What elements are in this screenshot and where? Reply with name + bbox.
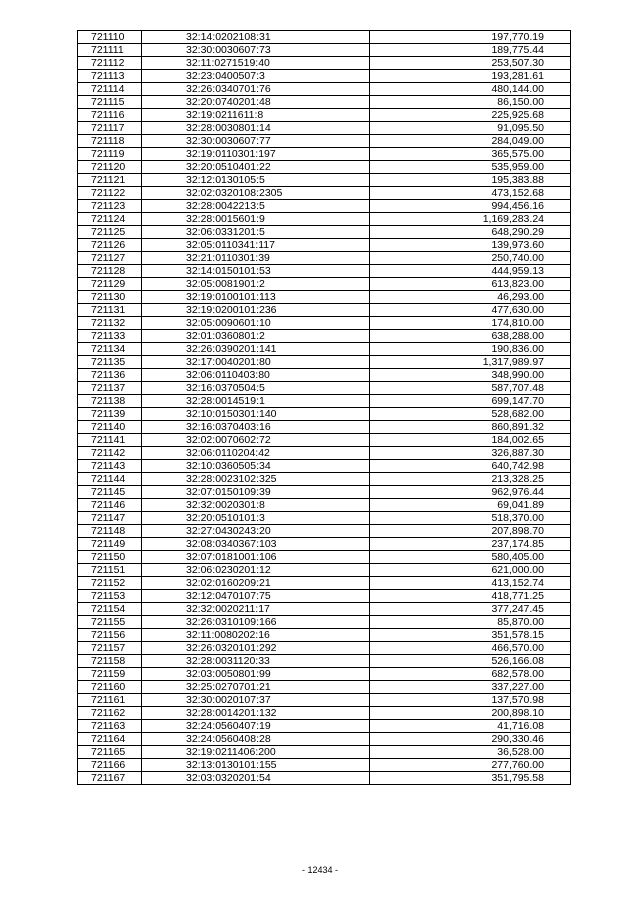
amount-cell: 237,174.85 <box>370 538 571 551</box>
table-row <box>78 616 571 629</box>
table-row <box>78 746 571 759</box>
cadastral-number-cell: 32:07:0150109:39 <box>142 486 370 499</box>
cadastral-number-cell: 32:06:0230201:12 <box>142 564 370 577</box>
cadastral-number-cell: 32:19:0100101:113 <box>142 291 370 304</box>
table-row <box>78 356 571 369</box>
table-row <box>78 122 571 135</box>
cadastral-number-cell: 32:05:0110341:117 <box>142 239 370 252</box>
cadastral-number-cell: 32:06:0110204:42 <box>142 447 370 460</box>
cadastral-number-cell: 32:17:0040201:80 <box>142 356 370 369</box>
record-id-cell: 721134 <box>78 343 142 356</box>
amount-cell: 36,528.00 <box>370 746 571 759</box>
amount-cell: 193,281.61 <box>370 70 571 83</box>
record-id-cell: 721131 <box>78 304 142 317</box>
amount-cell: 213,328.25 <box>370 473 571 486</box>
cadastral-number-cell: 32:26:0310109:166 <box>142 616 370 629</box>
table-row <box>78 668 571 681</box>
cadastral-number-cell: 32:30:0030607:73 <box>142 44 370 57</box>
record-id-cell: 721141 <box>78 434 142 447</box>
table-row <box>78 226 571 239</box>
amount-cell: 860,891.32 <box>370 421 571 434</box>
record-id-cell: 721136 <box>78 369 142 382</box>
amount-cell: 418,771.25 <box>370 590 571 603</box>
records-table <box>77 30 571 785</box>
cadastral-number-cell: 32:06:0110403:80 <box>142 369 370 382</box>
table-row <box>78 44 571 57</box>
record-id-cell: 721113 <box>78 70 142 83</box>
record-id-cell: 721152 <box>78 577 142 590</box>
table-row <box>78 447 571 460</box>
record-id-cell: 721110 <box>78 31 142 44</box>
record-id-cell: 721111 <box>78 44 142 57</box>
cadastral-number-cell: 32:24:0560408:28 <box>142 733 370 746</box>
cadastral-number-cell: 32:28:0023102:325 <box>142 473 370 486</box>
amount-cell: 351,578.15 <box>370 629 571 642</box>
cadastral-number-cell: 32:06:0331201:5 <box>142 226 370 239</box>
amount-cell: 528,682.00 <box>370 408 571 421</box>
table-row <box>78 161 571 174</box>
record-id-cell: 721144 <box>78 473 142 486</box>
amount-cell: 225,925.68 <box>370 109 571 122</box>
cadastral-number-cell: 32:01:0360801:2 <box>142 330 370 343</box>
table-row <box>78 499 571 512</box>
table-row <box>78 759 571 772</box>
record-id-cell: 721135 <box>78 356 142 369</box>
amount-cell: 137,570.98 <box>370 694 571 707</box>
amount-cell: 197,770.19 <box>370 31 571 44</box>
table-row <box>78 460 571 473</box>
record-id-cell: 721165 <box>78 746 142 759</box>
table-row <box>78 174 571 187</box>
cadastral-number-cell: 32:12:0130105:5 <box>142 174 370 187</box>
cadastral-number-cell: 32:28:0042213:5 <box>142 200 370 213</box>
record-id-cell: 721158 <box>78 655 142 668</box>
table-row <box>78 343 571 356</box>
amount-cell: 277,760.00 <box>370 759 571 772</box>
record-id-cell: 721138 <box>78 395 142 408</box>
amount-cell: 621,000.00 <box>370 564 571 577</box>
record-id-cell: 721129 <box>78 278 142 291</box>
table-row <box>78 720 571 733</box>
cadastral-number-cell: 32:32:0020301:8 <box>142 499 370 512</box>
cadastral-number-cell: 32:05:0081901:2 <box>142 278 370 291</box>
record-id-cell: 721133 <box>78 330 142 343</box>
table-row <box>78 252 571 265</box>
table-row <box>78 187 571 200</box>
table-row <box>78 733 571 746</box>
table-row <box>78 291 571 304</box>
table-row <box>78 642 571 655</box>
cadastral-number-cell: 32:30:0030607:77 <box>142 135 370 148</box>
cadastral-number-cell: 32:19:0110301:197 <box>142 148 370 161</box>
records-table-body <box>78 31 571 785</box>
record-id-cell: 721153 <box>78 590 142 603</box>
record-id-cell: 721116 <box>78 109 142 122</box>
cadastral-number-cell: 32:12:0470107:75 <box>142 590 370 603</box>
cadastral-number-cell: 32:19:0200101:236 <box>142 304 370 317</box>
record-id-cell: 721114 <box>78 83 142 96</box>
record-id-cell: 721160 <box>78 681 142 694</box>
record-id-cell: 721147 <box>78 512 142 525</box>
cadastral-number-cell: 32:07:0181001:106 <box>142 551 370 564</box>
amount-cell: 648,290.29 <box>370 226 571 239</box>
cadastral-number-cell: 32:13:0130101:155 <box>142 759 370 772</box>
table-row <box>78 304 571 317</box>
cadastral-number-cell: 32:20:0740201:48 <box>142 96 370 109</box>
cadastral-number-cell: 32:20:0510101:3 <box>142 512 370 525</box>
table-row <box>78 603 571 616</box>
table-row <box>78 525 571 538</box>
record-id-cell: 721126 <box>78 239 142 252</box>
record-id-cell: 721140 <box>78 421 142 434</box>
page-number: - 12434 - <box>301 865 339 875</box>
amount-cell: 535,959.00 <box>370 161 571 174</box>
cadastral-number-cell: 32:02:0160209:21 <box>142 577 370 590</box>
table-row <box>78 694 571 707</box>
cadastral-number-cell: 32:28:0015601:9 <box>142 213 370 226</box>
table-row <box>78 382 571 395</box>
table-row <box>78 395 571 408</box>
table-row <box>78 707 571 720</box>
record-id-cell: 721137 <box>78 382 142 395</box>
amount-cell: 682,578.00 <box>370 668 571 681</box>
record-id-cell: 721117 <box>78 122 142 135</box>
table-row <box>78 564 571 577</box>
cadastral-number-cell: 32:26:0390201:141 <box>142 343 370 356</box>
amount-cell: 699,147.70 <box>370 395 571 408</box>
cadastral-number-cell: 32:20:0510401:22 <box>142 161 370 174</box>
amount-cell: 195,383.88 <box>370 174 571 187</box>
amount-cell: 640,742.98 <box>370 460 571 473</box>
table-row <box>78 538 571 551</box>
amount-cell: 139,973.60 <box>370 239 571 252</box>
record-id-cell: 721142 <box>78 447 142 460</box>
amount-cell: 69,041.89 <box>370 499 571 512</box>
amount-cell: 580,405.00 <box>370 551 571 564</box>
cadastral-number-cell: 32:21:0110301:39 <box>142 252 370 265</box>
amount-cell: 184,002.65 <box>370 434 571 447</box>
amount-cell: 444,959.13 <box>370 265 571 278</box>
record-id-cell: 721139 <box>78 408 142 421</box>
cadastral-number-cell: 32:14:0150101:53 <box>142 265 370 278</box>
record-id-cell: 721130 <box>78 291 142 304</box>
table-row <box>78 434 571 447</box>
cadastral-number-cell: 32:19:0211406:200 <box>142 746 370 759</box>
record-id-cell: 721156 <box>78 629 142 642</box>
record-id-cell: 721112 <box>78 57 142 70</box>
amount-cell: 207,898.70 <box>370 525 571 538</box>
cadastral-number-cell: 32:03:0320201:54 <box>142 772 370 785</box>
table-row <box>78 200 571 213</box>
cadastral-number-cell: 32:28:0014519:1 <box>142 395 370 408</box>
amount-cell: 480,144.00 <box>370 83 571 96</box>
cadastral-number-cell: 32:11:0080202:16 <box>142 629 370 642</box>
record-id-cell: 721157 <box>78 642 142 655</box>
table-row <box>78 317 571 330</box>
cadastral-number-cell: 32:03:0050801:99 <box>142 668 370 681</box>
cadastral-number-cell: 32:05:0090601:10 <box>142 317 370 330</box>
amount-cell: 638,288.00 <box>370 330 571 343</box>
table-row <box>78 408 571 421</box>
amount-cell: 365,575.00 <box>370 148 571 161</box>
record-id-cell: 721122 <box>78 187 142 200</box>
cadastral-number-cell: 32:30:0020107:37 <box>142 694 370 707</box>
cadastral-number-cell: 32:32:0020211:17 <box>142 603 370 616</box>
cadastral-number-cell: 32:02:0070602:72 <box>142 434 370 447</box>
table-row <box>78 629 571 642</box>
amount-cell: 466,570.00 <box>370 642 571 655</box>
amount-cell: 613,823.00 <box>370 278 571 291</box>
amount-cell: 473,152.68 <box>370 187 571 200</box>
table-row <box>78 57 571 70</box>
table-row <box>78 278 571 291</box>
cadastral-number-cell: 32:23:0400507:3 <box>142 70 370 83</box>
cadastral-number-cell: 32:28:0030801:14 <box>142 122 370 135</box>
record-id-cell: 721119 <box>78 148 142 161</box>
record-id-cell: 721121 <box>78 174 142 187</box>
amount-cell: 348,990.00 <box>370 369 571 382</box>
table-row <box>78 590 571 603</box>
table-row <box>78 330 571 343</box>
record-id-cell: 721161 <box>78 694 142 707</box>
cadastral-number-cell: 32:10:0150301:140 <box>142 408 370 421</box>
amount-cell: 253,507.30 <box>370 57 571 70</box>
record-id-cell: 721167 <box>78 772 142 785</box>
amount-cell: 46,293.00 <box>370 291 571 304</box>
amount-cell: 326,887.30 <box>370 447 571 460</box>
amount-cell: 477,630.00 <box>370 304 571 317</box>
table-row <box>78 369 571 382</box>
cadastral-number-cell: 32:14:0202108:31 <box>142 31 370 44</box>
amount-cell: 86,150.00 <box>370 96 571 109</box>
amount-cell: 377,247.45 <box>370 603 571 616</box>
table-row <box>78 31 571 44</box>
record-id-cell: 721115 <box>78 96 142 109</box>
cadastral-number-cell: 32:10:0360505:34 <box>142 460 370 473</box>
amount-cell: 1,317,989.97 <box>370 356 571 369</box>
table-row <box>78 96 571 109</box>
amount-cell: 174,810.00 <box>370 317 571 330</box>
record-id-cell: 721146 <box>78 499 142 512</box>
record-id-cell: 721124 <box>78 213 142 226</box>
amount-cell: 994,456.16 <box>370 200 571 213</box>
table-row <box>78 70 571 83</box>
amount-cell: 85,870.00 <box>370 616 571 629</box>
table-row <box>78 421 571 434</box>
amount-cell: 962,976.44 <box>370 486 571 499</box>
record-id-cell: 721164 <box>78 733 142 746</box>
cadastral-number-cell: 32:28:0014201:132 <box>142 707 370 720</box>
cadastral-number-cell: 32:28:0031120:33 <box>142 655 370 668</box>
record-id-cell: 721118 <box>78 135 142 148</box>
amount-cell: 413,152.74 <box>370 577 571 590</box>
table-row <box>78 486 571 499</box>
record-id-cell: 721159 <box>78 668 142 681</box>
cadastral-number-cell: 32:26:0320101:292 <box>142 642 370 655</box>
cadastral-number-cell: 32:26:0340701:76 <box>142 83 370 96</box>
cadastral-number-cell: 32:25:0270701:21 <box>142 681 370 694</box>
record-id-cell: 721166 <box>78 759 142 772</box>
table-row <box>78 655 571 668</box>
table-row <box>78 772 571 785</box>
record-id-cell: 721150 <box>78 551 142 564</box>
record-id-cell: 721123 <box>78 200 142 213</box>
amount-cell: 284,049.00 <box>370 135 571 148</box>
table-row <box>78 577 571 590</box>
table-row <box>78 109 571 122</box>
cadastral-number-cell: 32:16:0370403:16 <box>142 421 370 434</box>
record-id-cell: 721154 <box>78 603 142 616</box>
cadastral-number-cell: 32:16:0370504:5 <box>142 382 370 395</box>
amount-cell: 189,775.44 <box>370 44 571 57</box>
amount-cell: 190,836.00 <box>370 343 571 356</box>
amount-cell: 290,330.46 <box>370 733 571 746</box>
table-row <box>78 135 571 148</box>
amount-cell: 1,169,283.24 <box>370 213 571 226</box>
amount-cell: 351,795.58 <box>370 772 571 785</box>
record-id-cell: 721132 <box>78 317 142 330</box>
cadastral-number-cell: 32:27:0430243:20 <box>142 525 370 538</box>
table-row <box>78 239 571 252</box>
table-row <box>78 83 571 96</box>
record-id-cell: 721125 <box>78 226 142 239</box>
table-row <box>78 473 571 486</box>
record-id-cell: 721149 <box>78 538 142 551</box>
cadastral-number-cell: 32:11:0271519:40 <box>142 57 370 70</box>
table-row <box>78 265 571 278</box>
table-row <box>78 551 571 564</box>
record-id-cell: 721128 <box>78 265 142 278</box>
record-id-cell: 721143 <box>78 460 142 473</box>
cadastral-number-cell: 32:24:0560407:19 <box>142 720 370 733</box>
table-row <box>78 512 571 525</box>
amount-cell: 200,898.10 <box>370 707 571 720</box>
record-id-cell: 721151 <box>78 564 142 577</box>
table-row <box>78 213 571 226</box>
cadastral-number-cell: 32:02:0320108:2305 <box>142 187 370 200</box>
record-id-cell: 721163 <box>78 720 142 733</box>
record-id-cell: 721127 <box>78 252 142 265</box>
amount-cell: 526,166.08 <box>370 655 571 668</box>
amount-cell: 518,370.00 <box>370 512 571 525</box>
record-id-cell: 721145 <box>78 486 142 499</box>
record-id-cell: 721148 <box>78 525 142 538</box>
record-id-cell: 721120 <box>78 161 142 174</box>
amount-cell: 41,716.08 <box>370 720 571 733</box>
record-id-cell: 721162 <box>78 707 142 720</box>
table-row <box>78 681 571 694</box>
table-row <box>78 148 571 161</box>
record-id-cell: 721155 <box>78 616 142 629</box>
amount-cell: 91,095.50 <box>370 122 571 135</box>
amount-cell: 250,740.00 <box>370 252 571 265</box>
cadastral-number-cell: 32:08:0340367:103 <box>142 538 370 551</box>
amount-cell: 587,707.48 <box>370 382 571 395</box>
cadastral-number-cell: 32:19:0211611:8 <box>142 109 370 122</box>
amount-cell: 337,227.00 <box>370 681 571 694</box>
